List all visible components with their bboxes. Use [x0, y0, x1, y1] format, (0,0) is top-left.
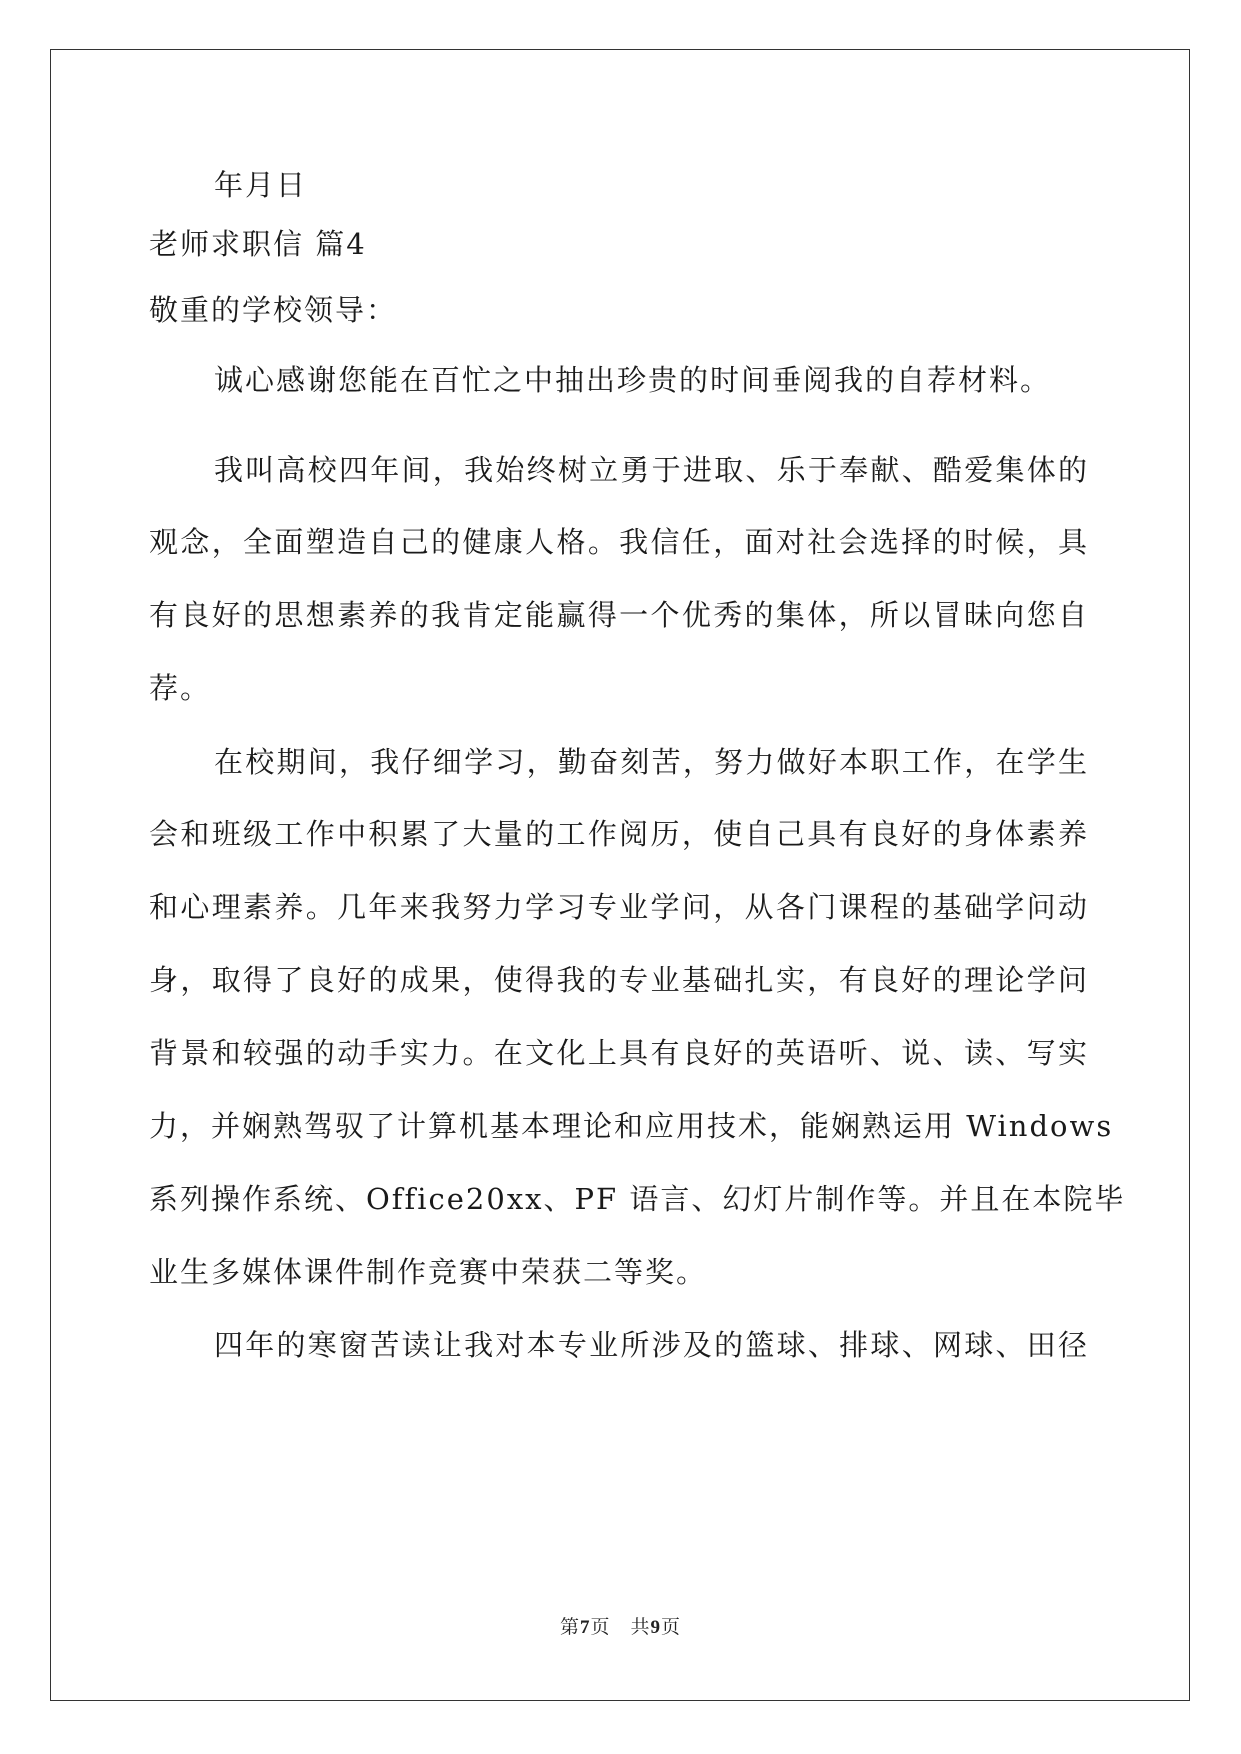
paragraph-line: 荐。 [149, 671, 212, 705]
current-page-number: 7 [579, 1617, 591, 1638]
salutation: 敬重的学校领导： [149, 293, 398, 327]
paragraph-line: 在校期间，我仔细学习，勤奋刻苦，努力做好本职工作，在学生 [214, 745, 1089, 779]
paragraph-line: 会和班级工作中积累了大量的工作阅历，使自己具有良好的身体素养 [149, 817, 1089, 851]
paragraph-line: 身，取得了良好的成果，使得我的专业基础扎实，有良好的理论学问 [149, 963, 1089, 997]
page-prefix: 第 [559, 1616, 580, 1638]
paragraph-line: 四年的寒窗苦读让我对本专业所涉及的篮球、排球、网球、田径 [214, 1328, 1089, 1362]
paragraph-line: 我叫高校四年间，我始终树立勇于进取、乐于奉献、酷爱集体的 [214, 453, 1089, 487]
total-page-number: 9 [650, 1617, 661, 1638]
paragraph-line: 业生多媒体课件制作竞赛中荣获二等奖。 [149, 1255, 708, 1289]
paragraph-line: 系列操作系统、Office20xx、PF 语言、幻灯片制作等。并且在本院毕 [149, 1182, 1126, 1216]
page-footer [0, 1612, 1241, 1639]
paragraph-line: 背景和较强的动手实力。在文化上具有良好的英语听、说、读、写实 [149, 1036, 1089, 1070]
section-heading: 老师求职信 篇4 [149, 227, 367, 261]
paragraph-line: 观念，全面塑造自己的健康人格。我信任，面对社会选择的时候，具 [149, 525, 1089, 559]
date-line: 年月日 [214, 168, 308, 202]
paragraph-line: 和心理素养。几年来我努力学习专业学问，从各门课程的基础学问动 [149, 890, 1089, 924]
paragraph-line: 有良好的思想素养的我肯定能赢得一个优秀的集体，所以冒昧向您自 [149, 598, 1089, 632]
page-mid: 页 共 [590, 1616, 651, 1638]
paragraph-line: 力，并娴熟驾驭了计算机基本理论和应用技术，能娴熟运用 Windows [149, 1109, 1114, 1143]
paragraph-line: 诚心感谢您能在百忙之中抽出珍贵的时间垂阅我的自荐材料。 [214, 363, 1052, 397]
page-suffix: 页 [661, 1616, 682, 1638]
